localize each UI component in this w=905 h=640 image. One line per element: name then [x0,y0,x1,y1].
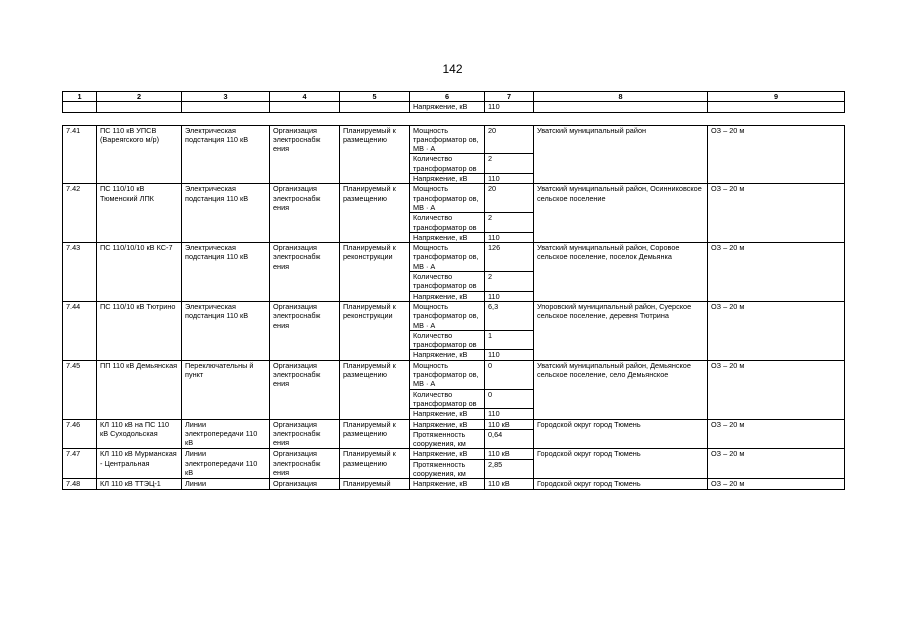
param-value: 110 кВ [485,479,534,489]
param-value: 110 кВ [485,449,534,459]
param-label: Напряжение, кВ [410,102,485,112]
object-type: Линии [182,479,270,489]
param-label: Мощность трансформатор ов, МВ · А [410,301,485,330]
object-purpose: Организация электроснабж ения [270,449,340,479]
param-label: Количество трансформатор ов [410,330,485,350]
entry-number: 7.48 [63,479,97,489]
empty-cell [182,102,270,112]
object-status: Планируемый к размещению [340,125,410,184]
protection-zone: ОЗ – 20 м [708,419,845,449]
table-row [63,419,845,429]
object-purpose: Организация электроснабж ения [270,125,340,184]
param-label: Напряжение, кВ [410,174,485,184]
infrastructure-table [62,91,845,490]
param-value: 110 [485,409,534,419]
object-type: Переключательны й пункт [182,360,270,419]
entry-number: 7.41 [63,125,97,184]
object-status: Планируемый к размещению [340,449,410,479]
object-type: Линии электропередачи 110 кВ [182,419,270,449]
table-row [63,125,845,154]
page-number: 142 [442,62,463,76]
param-value: 110 [485,102,534,112]
empty-cell [534,102,708,112]
table-row [63,360,845,389]
empty-cell [97,102,182,112]
protection-zone: ОЗ – 20 м [708,243,845,302]
empty-cell [63,102,97,112]
object-status: Планируемый к размещению [340,184,410,243]
object-purpose: Организация электроснабж ения [270,243,340,302]
param-label: Количество трансформатор ов [410,389,485,409]
object-type: Электрическая подстанция 110 кВ [182,243,270,302]
object-location: Городской округ город Тюмень [534,449,708,479]
entry-number: 7.47 [63,449,97,479]
table-row [63,184,845,213]
object-status: Планируемый к реконструкции [340,243,410,302]
param-label: Напряжение, кВ [410,449,485,459]
table-row [63,301,845,330]
object-status: Планируемый к реконструкции [340,301,410,360]
param-label: Напряжение, кВ [410,419,485,429]
object-location: Уватский муниципальный район, Соровое сельское поселение, поселок Демьянка [534,243,708,302]
param-label: Количество трансформатор ов [410,154,485,174]
object-type: Электрическая подстанция 110 кВ [182,125,270,184]
column-header: 6 [410,92,485,102]
object-location: Уватский муниципальный район, Осинниковское сельское поселение [534,184,708,243]
object-type: Электрическая подстанция 110 кВ [182,301,270,360]
param-value: 2 [485,213,534,233]
column-header: 8 [534,92,708,102]
protection-zone: ОЗ – 20 м [708,301,845,360]
protection-zone: ОЗ – 20 м [708,184,845,243]
entry-number: 7.43 [63,243,97,302]
object-name: ПС 110/10/10 кВ КС-7 [97,243,182,302]
object-location: Городской округ город Тюмень [534,479,708,489]
empty-cell [340,102,410,112]
column-header: 7 [485,92,534,102]
param-value: 110 [485,350,534,360]
param-label: Мощность трансформатор ов, МВ · А [410,184,485,213]
object-name: ПС 110/10 кВ Тютрино [97,301,182,360]
column-header: 4 [270,92,340,102]
protection-zone: ОЗ – 20 м [708,479,845,489]
object-type: Электрическая подстанция 110 кВ [182,184,270,243]
object-purpose: Организация [270,479,340,489]
param-value: 126 [485,243,534,272]
param-value: 0,64 [485,429,534,449]
continuation-row [63,102,845,112]
param-label: Напряжение, кВ [410,232,485,242]
param-label: Мощность трансформатор ов, МВ · А [410,125,485,154]
object-name: КЛ 110 кВ ТТЭЦ-1 [97,479,182,489]
object-name: ПП 110 кВ Демьянская [97,360,182,419]
param-value: 6,3 [485,301,534,330]
spacer-row [63,112,845,125]
param-value: 0 [485,360,534,389]
param-label: Мощность трансформатор ов, МВ · А [410,243,485,272]
object-location: Уватский муниципальный район [534,125,708,184]
column-header: 5 [340,92,410,102]
object-name: КЛ 110 кВ Мурманская - Центральная [97,449,182,479]
object-purpose: Организация электроснабж ения [270,419,340,449]
protection-zone: ОЗ – 20 м [708,360,845,419]
header-row [63,92,845,102]
param-value: 2,85 [485,459,534,479]
object-location: Уватский муниципальный район, Демьянское сельское поселение, село Демьянское [534,360,708,419]
spacer-cell [63,112,845,125]
entry-number: 7.44 [63,301,97,360]
param-label: Напряжение, кВ [410,291,485,301]
param-value: 20 [485,184,534,213]
param-value: 2 [485,272,534,292]
protection-zone: ОЗ – 20 м [708,449,845,479]
empty-cell [270,102,340,112]
object-location: Городской округ город Тюмень [534,419,708,449]
entry-number: 7.46 [63,419,97,449]
object-purpose: Организация электроснабж ения [270,184,340,243]
object-name: ПС 110/10 кВ Тюменский ЛПК [97,184,182,243]
param-label: Напряжение, кВ [410,479,485,489]
object-name: ПС 110 кВ УПСВ (Вареягского м/р) [97,125,182,184]
object-name: КЛ 110 кВ на ПС 110 кВ Суходольская [97,419,182,449]
param-value: 110 кВ [485,419,534,429]
param-label: Количество трансформатор ов [410,213,485,233]
param-value: 20 [485,125,534,154]
protection-zone: ОЗ – 20 м [708,125,845,184]
table-row [63,479,845,489]
param-label: Напряжение, кВ [410,350,485,360]
param-value: 1 [485,330,534,350]
table-row [63,449,845,459]
param-label: Количество трансформатор ов [410,272,485,292]
param-value: 110 [485,232,534,242]
object-status: Планируемый к размещению [340,419,410,449]
entry-number: 7.42 [63,184,97,243]
column-header: 9 [708,92,845,102]
table-row [63,243,845,272]
param-value: 110 [485,174,534,184]
column-header: 3 [182,92,270,102]
object-purpose: Организация электроснабж ения [270,301,340,360]
param-value: 0 [485,389,534,409]
object-type: Линии электропередачи 110 кВ [182,449,270,479]
param-value: 2 [485,154,534,174]
empty-cell [708,102,845,112]
param-label: Мощность трансформатор ов, МВ · А [410,360,485,389]
param-value: 110 [485,291,534,301]
param-label: Протяженность сооружения, км [410,429,485,449]
entry-number: 7.45 [63,360,97,419]
object-purpose: Организация электроснабж ения [270,360,340,419]
object-location: Упоровский муниципальный район, Суерское сельское поселение, деревня Тютрина [534,301,708,360]
column-header: 1 [63,92,97,102]
object-status: Планируемый [340,479,410,489]
column-header: 2 [97,92,182,102]
object-status: Планируемый к размещению [340,360,410,419]
param-label: Напряжение, кВ [410,409,485,419]
param-label: Протяженность сооружения, км [410,459,485,479]
